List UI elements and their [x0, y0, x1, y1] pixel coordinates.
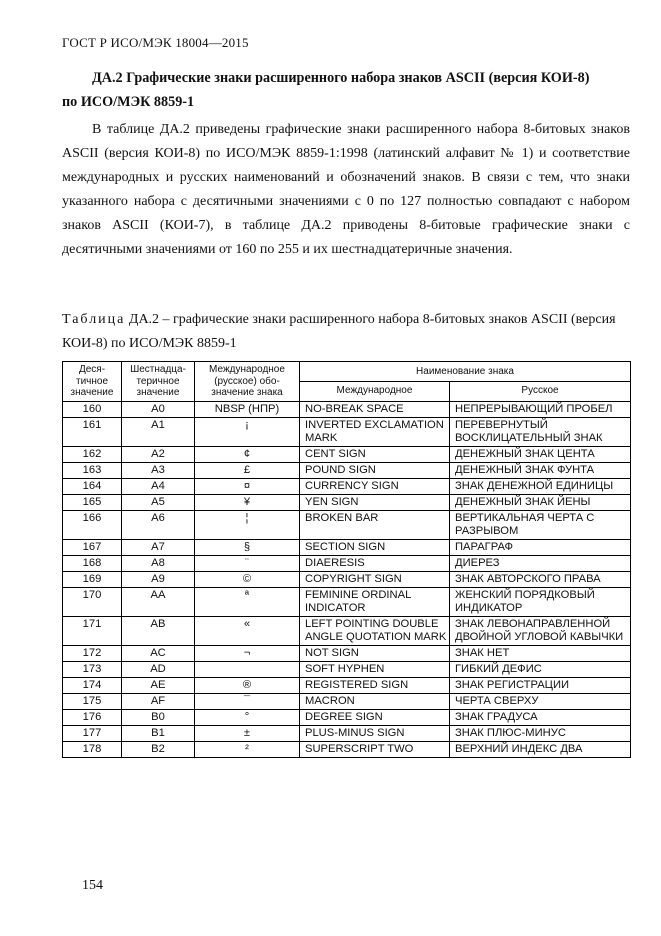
cell-decimal: 175 — [63, 693, 122, 709]
table-caption — [62, 308, 634, 356]
table-row — [63, 587, 631, 616]
cell-russian-name: ДЕНЕЖНЫЙ ЗНАК ЙЕНЫ — [450, 494, 631, 510]
cell-russian-name: ДЕНЕЖНЫЙ ЗНАК ФУНТА — [450, 462, 631, 478]
cell-hex: AF — [122, 693, 195, 709]
table-row — [63, 539, 631, 555]
cell-international-name: CENT SIGN — [300, 446, 450, 462]
cell-symbol — [195, 661, 300, 677]
cell-symbol: ® — [195, 677, 300, 693]
table-row — [63, 741, 631, 757]
cell-international-name: PLUS-MINUS SIGN — [300, 725, 450, 741]
cell-decimal: 162 — [63, 446, 122, 462]
body-paragraph: В таблице ДА.2 приведены графические знаки расширенного набора 8-битовых знаков ASCII (версия КОИ-8) по ИСО/МЭК 8859-1:1998 (латинский алфавит № 1) и соответствие международных и русских наименований и обозначений знаков. В связи с тем, что знаки указанного набора с десятичными значениями с 0 по 127 полностью совпадают с набором знаков ASCII (КОИ-7), в таблице ДА.2 приводены 8-битовые графические знаки с десятичными значениями от 160 по 255 и их шестнадцатеричные значения. — [62, 122, 630, 257]
table-row — [63, 401, 631, 417]
cell-symbol: ¢ — [195, 446, 300, 462]
table-row — [63, 571, 631, 587]
cell-decimal: 176 — [63, 709, 122, 725]
cell-international-name: YEN SIGN — [300, 494, 450, 510]
cell-hex: A5 — [122, 494, 195, 510]
cell-hex: A8 — [122, 555, 195, 571]
table-header-row — [63, 362, 631, 382]
table-row — [63, 661, 631, 677]
cell-hex: AB — [122, 616, 195, 645]
cell-decimal: 173 — [63, 661, 122, 677]
cell-russian-name: ДИЕРЕЗ — [450, 555, 631, 571]
section-title-line1: ДА.2 Графические знаки расширенного набора знаков ASCII (версия КОИ-8) — [92, 70, 590, 86]
table-caption-label: Таблица — [62, 312, 126, 327]
table-row — [63, 709, 631, 725]
cell-hex: AA — [122, 587, 195, 616]
cell-russian-name: ПАРАГРАФ — [450, 539, 631, 555]
table-row — [63, 725, 631, 741]
col-header-international: Международное — [300, 381, 450, 401]
cell-russian-name: ЗНАК РЕГИСТРАЦИИ — [450, 677, 631, 693]
col-header-decimal: Деся-тичное значение — [63, 362, 122, 402]
cell-hex: B2 — [122, 741, 195, 757]
cell-symbol: © — [195, 571, 300, 587]
cell-hex: AE — [122, 677, 195, 693]
cell-symbol: ª — [195, 587, 300, 616]
cell-decimal: 172 — [63, 645, 122, 661]
cell-hex: A3 — [122, 462, 195, 478]
cell-decimal: 168 — [63, 555, 122, 571]
table-row — [63, 446, 631, 462]
cell-hex: A9 — [122, 571, 195, 587]
cell-international-name: FEMININE ORDINAL INDICATOR — [300, 587, 450, 616]
cell-decimal: 170 — [63, 587, 122, 616]
cell-symbol: ¨ — [195, 555, 300, 571]
cell-russian-name: ЗНАК НЕТ — [450, 645, 631, 661]
table-row — [63, 555, 631, 571]
cell-hex: A7 — [122, 539, 195, 555]
table-row — [63, 462, 631, 478]
cell-russian-name: ЗНАК АВТОРСКОГО ПРАВА — [450, 571, 631, 587]
cell-russian-name: ПЕРЕВЕРНУТЫЙ ВОСКЛИЦАТЕЛЬНЫЙ ЗНАК — [450, 417, 631, 446]
cell-international-name: POUND SIGN — [300, 462, 450, 478]
cell-symbol: ¥ — [195, 494, 300, 510]
cell-russian-name: ГИБКИЙ ДЕФИС — [450, 661, 631, 677]
characters-table — [62, 361, 631, 758]
cell-hex: AC — [122, 645, 195, 661]
cell-decimal: 166 — [63, 510, 122, 539]
cell-symbol: ± — [195, 725, 300, 741]
cell-russian-name: ЗНАК ПЛЮС-МИНУС — [450, 725, 631, 741]
cell-international-name: CURRENCY SIGN — [300, 478, 450, 494]
cell-decimal: 161 — [63, 417, 122, 446]
document-header: ГОСТ Р ИСО/МЭК 18004—2015 — [62, 35, 249, 50]
cell-russian-name: ДЕНЕЖНЫЙ ЗНАК ЦЕНТА — [450, 446, 631, 462]
cell-russian-name: ЗНАК ЛЕВОНАПРАВЛЕННОЙ ДВОЙНОЙ УГЛОВОЙ КАВЫЧКИ — [450, 616, 631, 645]
cell-symbol: ¯ — [195, 693, 300, 709]
table-row — [63, 645, 631, 661]
cell-decimal: 178 — [63, 741, 122, 757]
cell-decimal: 174 — [63, 677, 122, 693]
cell-decimal: 177 — [63, 725, 122, 741]
table-caption-text: ДА.2 – графические знаки расширенного набора 8-битовых знаков ASCII (версия КОИ-8) по ИСО/МЭК 8859-1 — [62, 312, 616, 351]
cell-hex: A0 — [122, 401, 195, 417]
cell-international-name: DEGREE SIGN — [300, 709, 450, 725]
cell-symbol: £ — [195, 462, 300, 478]
section-title-line2: по ИСО/МЭК 8859-1 — [62, 94, 195, 110]
cell-international-name: NOT SIGN — [300, 645, 450, 661]
cell-international-name: BROKEN BAR — [300, 510, 450, 539]
cell-symbol: ° — [195, 709, 300, 725]
col-header-hex: Шестнадца-теричное значение — [122, 362, 195, 402]
cell-decimal: 169 — [63, 571, 122, 587]
col-header-symbol: Международное (русское) обо-значение знака — [195, 362, 300, 402]
cell-hex: A2 — [122, 446, 195, 462]
cell-hex: B0 — [122, 709, 195, 725]
cell-international-name: REGISTERED SIGN — [300, 677, 450, 693]
cell-international-name: NO-BREAK SPACE — [300, 401, 450, 417]
cell-international-name: COPYRIGHT SIGN — [300, 571, 450, 587]
cell-symbol: NBSP (НПР) — [195, 401, 300, 417]
cell-russian-name: ВЕРТИКАЛЬНАЯ ЧЕРТА С РАЗРЫВОМ — [450, 510, 631, 539]
cell-decimal: 165 — [63, 494, 122, 510]
cell-russian-name: ЗНАК ГРАДУСА — [450, 709, 631, 725]
cell-symbol: ¦ — [195, 510, 300, 539]
cell-symbol: § — [195, 539, 300, 555]
cell-symbol: ¬ — [195, 645, 300, 661]
cell-international-name: SUPERSCRIPT TWO — [300, 741, 450, 757]
cell-international-name: LEFT POINTING DOUBLE ANGLE QUOTATION MARK — [300, 616, 450, 645]
cell-decimal: 163 — [63, 462, 122, 478]
table-row — [63, 417, 631, 446]
cell-russian-name: ВЕРХНИЙ ИНДЕКС ДВА — [450, 741, 631, 757]
cell-hex: A4 — [122, 478, 195, 494]
table-row — [63, 510, 631, 539]
cell-decimal: 164 — [63, 478, 122, 494]
col-header-name-group: Наименование знака — [300, 362, 631, 382]
table-row — [63, 478, 631, 494]
cell-hex: B1 — [122, 725, 195, 741]
cell-symbol: ¡ — [195, 417, 300, 446]
table-row — [63, 616, 631, 645]
cell-hex: A1 — [122, 417, 195, 446]
cell-decimal: 160 — [63, 401, 122, 417]
table-row — [63, 677, 631, 693]
cell-russian-name: ЗНАК ДЕНЕЖНОЙ ЕДИНИЦЫ — [450, 478, 631, 494]
cell-international-name: MACRON — [300, 693, 450, 709]
cell-russian-name: ЖЕНСКИЙ ПОРЯДКОВЫЙ ИНДИКАТОР — [450, 587, 631, 616]
cell-symbol: ² — [195, 741, 300, 757]
cell-symbol: ¤ — [195, 478, 300, 494]
cell-international-name: SOFT HYPHEN — [300, 661, 450, 677]
table-body — [63, 401, 631, 757]
col-header-russian: Русское — [450, 381, 631, 401]
cell-russian-name: ЧЕРТА СВЕРХУ — [450, 693, 631, 709]
section-title — [62, 66, 634, 114]
page-number: 154 — [82, 878, 103, 893]
table-head — [63, 362, 631, 402]
cell-international-name: DIAERESIS — [300, 555, 450, 571]
cell-decimal: 167 — [63, 539, 122, 555]
cell-international-name: INVERTED EXCLAMATION MARK — [300, 417, 450, 446]
cell-hex: AD — [122, 661, 195, 677]
cell-decimal: 171 — [63, 616, 122, 645]
cell-hex: A6 — [122, 510, 195, 539]
cell-symbol: « — [195, 616, 300, 645]
cell-russian-name: НЕПРЕРЫВАЮЩИЙ ПРОБЕЛ — [450, 401, 631, 417]
table-row — [63, 693, 631, 709]
cell-international-name: SECTION SIGN — [300, 539, 450, 555]
table-row — [63, 494, 631, 510]
